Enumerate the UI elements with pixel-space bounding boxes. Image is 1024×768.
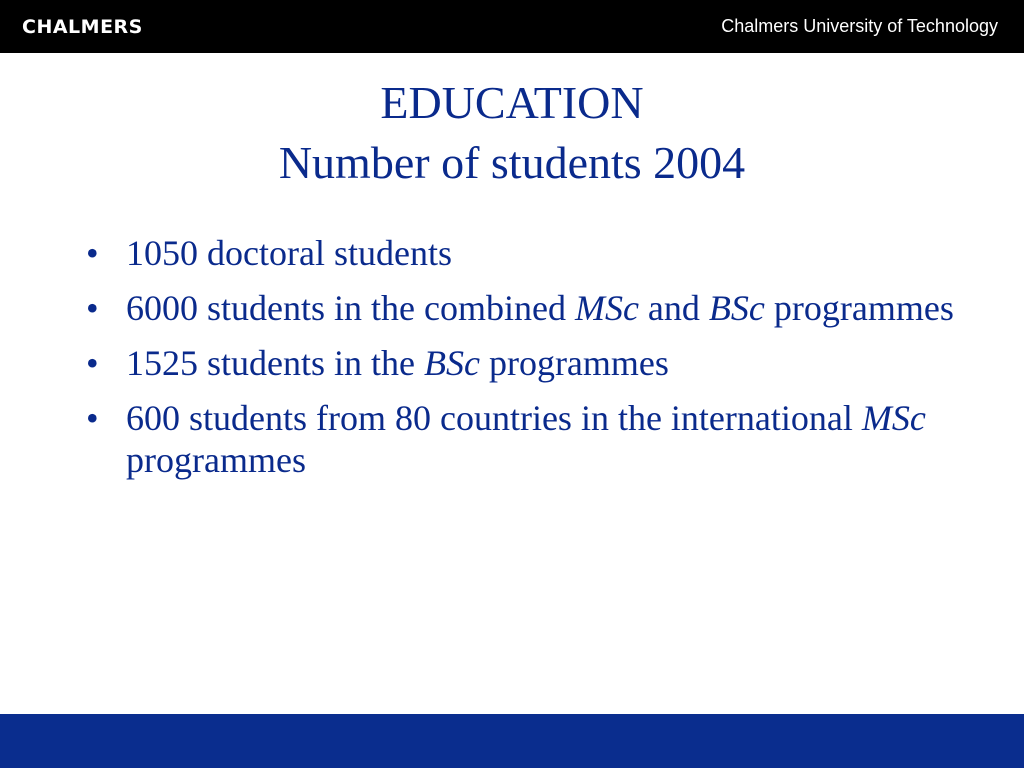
bullet-item — [86, 342, 966, 384]
bullet-text: 1525 students in the — [126, 343, 424, 383]
bullet-icon: • — [86, 398, 99, 438]
bullet-text: 600 students from 80 countries in the international — [126, 398, 862, 438]
bullet-text: and — [638, 288, 709, 328]
top-bar — [0, 0, 1024, 53]
bullet-item — [86, 397, 966, 481]
bullet-text: programmes — [126, 440, 306, 480]
title-line-1: EDUCATION — [380, 77, 644, 128]
bullet-list — [86, 232, 966, 494]
bullet-item — [86, 287, 966, 329]
bullet-icon: • — [86, 343, 99, 383]
bullet-text: programmes — [764, 288, 954, 328]
title-line-2: Number of students 2004 — [278, 137, 746, 188]
bottom-bar — [0, 714, 1024, 768]
bullet-icon: • — [86, 233, 99, 273]
bullet-text-italic: BSc — [423, 343, 480, 383]
bullet-text: 1050 doctoral students — [126, 233, 452, 273]
bullet-text: programmes — [479, 343, 669, 383]
slide-title — [0, 73, 1024, 193]
bullet-icon: • — [86, 288, 99, 328]
bullet-text-italic: MSc — [574, 288, 639, 328]
institution-name: Chalmers University of Technology — [721, 16, 998, 36]
bullet-text-italic: BSc — [708, 288, 765, 328]
bullet-item — [86, 232, 966, 274]
bullet-text-italic: MSc — [861, 398, 926, 438]
chalmers-logo: CHALMERS — [22, 16, 143, 38]
bullet-text: 6000 students in the combined — [126, 288, 575, 328]
